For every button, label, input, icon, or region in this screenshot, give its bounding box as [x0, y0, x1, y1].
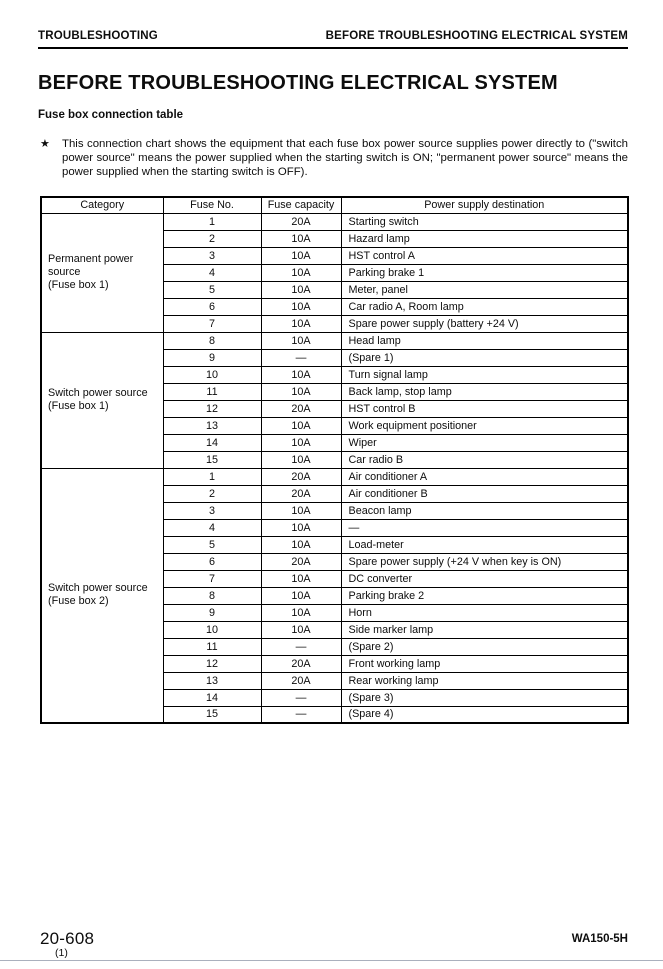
fuse-capacity-cell: 10A: [261, 536, 341, 553]
fuse-no-cell: 8: [163, 332, 261, 349]
fuse-no-cell: 15: [163, 706, 261, 723]
fuse-capacity-cell: 20A: [261, 213, 341, 230]
column-header-fuse-no: Fuse No.: [163, 197, 261, 213]
note-text: This connection chart shows the equipment that each fuse box power source supplies power directly to ("switch power source" means the power supplied when the starting switch is ON; "permanent power source" means the power supplied when the starting switch is OFF).: [62, 138, 628, 178]
destination-cell: Parking brake 2: [341, 587, 628, 604]
fuse-no-cell: 7: [163, 315, 261, 332]
fuse-no-cell: 4: [163, 264, 261, 281]
fuse-capacity-cell: 20A: [261, 672, 341, 689]
fuse-no-cell: 11: [163, 383, 261, 400]
fuse-no-cell: 15: [163, 451, 261, 468]
fuse-capacity-cell: 10A: [261, 298, 341, 315]
category-line: Switch power source: [48, 387, 148, 399]
table-row: [41, 468, 628, 485]
fuse-no-cell: 11: [163, 638, 261, 655]
page-bottom-divider: [0, 960, 663, 961]
fuse-no-cell: 9: [163, 604, 261, 621]
destination-cell: Horn: [341, 604, 628, 621]
table-header-row: [41, 197, 628, 213]
header-chapter-label: BEFORE TROUBLESHOOTING ELECTRICAL SYSTEM: [325, 30, 628, 42]
category-line: (Fuse box 1): [48, 400, 109, 412]
fuse-capacity-cell: 10A: [261, 230, 341, 247]
fuse-capacity-cell: 20A: [261, 468, 341, 485]
fuse-capacity-cell: —: [261, 706, 341, 723]
fuse-capacity-cell: —: [261, 638, 341, 655]
table-row: [41, 213, 628, 230]
destination-cell: Car radio A, Room lamp: [341, 298, 628, 315]
fuse-no-cell: 8: [163, 587, 261, 604]
fuse-no-cell: 9: [163, 349, 261, 366]
fuse-no-cell: 7: [163, 570, 261, 587]
page-title: BEFORE TROUBLESHOOTING ELECTRICAL SYSTEM: [38, 72, 558, 94]
destination-cell: DC converter: [341, 570, 628, 587]
column-header-destination: Power supply destination: [341, 197, 628, 213]
destination-cell: —: [341, 519, 628, 536]
destination-cell: Head lamp: [341, 332, 628, 349]
fuse-capacity-cell: 10A: [261, 383, 341, 400]
fuse-capacity-cell: 10A: [261, 621, 341, 638]
fuse-capacity-cell: 10A: [261, 332, 341, 349]
fuse-capacity-cell: 10A: [261, 502, 341, 519]
fuse-capacity-cell: 20A: [261, 655, 341, 672]
footer-model-code: WA150-5H: [571, 933, 628, 945]
destination-cell: Front working lamp: [341, 655, 628, 672]
fuse-capacity-cell: —: [261, 689, 341, 706]
destination-cell: HST control B: [341, 400, 628, 417]
destination-cell: (Spare 3): [341, 689, 628, 706]
category-cell: [41, 213, 163, 332]
fuse-no-cell: 6: [163, 553, 261, 570]
fuse-capacity-cell: 10A: [261, 451, 341, 468]
destination-cell: Beacon lamp: [341, 502, 628, 519]
header-section-label: TROUBLESHOOTING: [38, 30, 158, 42]
table-row: [41, 332, 628, 349]
category-line: Switch power source: [48, 582, 148, 595]
category-cell: [41, 332, 163, 468]
destination-cell: (Spare 1): [341, 349, 628, 366]
fuse-capacity-cell: 10A: [261, 247, 341, 264]
destination-cell: Meter, panel: [341, 281, 628, 298]
running-header: [38, 30, 628, 42]
fuse-table-body: [41, 213, 628, 723]
fuse-capacity-cell: 20A: [261, 553, 341, 570]
destination-cell: Air conditioner A: [341, 468, 628, 485]
fuse-capacity-cell: 10A: [261, 604, 341, 621]
category-line: (Fuse box 1): [48, 279, 109, 291]
manual-page: [0, 30, 663, 969]
fuse-no-cell: 14: [163, 689, 261, 706]
fuse-no-cell: 5: [163, 281, 261, 298]
destination-cell: Rear working lamp: [341, 672, 628, 689]
destination-cell: Turn signal lamp: [341, 366, 628, 383]
destination-cell: Back lamp, stop lamp: [341, 383, 628, 400]
fuse-no-cell: 2: [163, 485, 261, 502]
destination-cell: Load-meter: [341, 536, 628, 553]
destination-cell: HST control A: [341, 247, 628, 264]
fuse-capacity-cell: 20A: [261, 400, 341, 417]
column-header-category: Category: [41, 197, 163, 213]
fuse-capacity-cell: 20A: [261, 485, 341, 502]
destination-cell: (Spare 2): [341, 638, 628, 655]
fuse-capacity-cell: 10A: [261, 434, 341, 451]
destination-cell: (Spare 4): [341, 706, 628, 723]
destination-cell: Side marker lamp: [341, 621, 628, 638]
fuse-capacity-cell: 10A: [261, 587, 341, 604]
destination-cell: Wiper: [341, 434, 628, 451]
fuse-connection-table: [40, 196, 629, 724]
fuse-capacity-cell: 10A: [261, 570, 341, 587]
fuse-capacity-cell: 10A: [261, 417, 341, 434]
star-icon: ★: [40, 138, 50, 150]
fuse-no-cell: 1: [163, 213, 261, 230]
fuse-no-cell: 6: [163, 298, 261, 315]
fuse-no-cell: 5: [163, 536, 261, 553]
destination-cell: Car radio B: [341, 451, 628, 468]
destination-cell: Starting switch: [341, 213, 628, 230]
fuse-no-cell: 12: [163, 400, 261, 417]
fuse-no-cell: 13: [163, 672, 261, 689]
section-subtitle: Fuse box connection table: [38, 109, 184, 121]
footer-page-number: 20-608: [40, 929, 95, 948]
fuse-no-cell: 13: [163, 417, 261, 434]
destination-cell: Air conditioner B: [341, 485, 628, 502]
fuse-no-cell: 10: [163, 621, 261, 638]
fuse-no-cell: 4: [163, 519, 261, 536]
header-divider: [38, 47, 628, 49]
destination-cell: Spare power supply (battery +24 V): [341, 315, 628, 332]
destination-cell: Parking brake 1: [341, 264, 628, 281]
fuse-no-cell: 3: [163, 247, 261, 264]
note-paragraph: [40, 137, 628, 179]
fuse-capacity-cell: —: [261, 349, 341, 366]
category-cell: [41, 468, 163, 723]
footer-sub-number: (1): [55, 947, 68, 959]
fuse-no-cell: 2: [163, 230, 261, 247]
destination-cell: Spare power supply (+24 V when key is ON): [341, 553, 628, 570]
fuse-no-cell: 10: [163, 366, 261, 383]
fuse-no-cell: 14: [163, 434, 261, 451]
fuse-capacity-cell: 10A: [261, 519, 341, 536]
fuse-no-cell: 1: [163, 468, 261, 485]
fuse-capacity-cell: 10A: [261, 264, 341, 281]
fuse-no-cell: 12: [163, 655, 261, 672]
fuse-capacity-cell: 10A: [261, 281, 341, 298]
destination-cell: Hazard lamp: [341, 230, 628, 247]
fuse-capacity-cell: 10A: [261, 315, 341, 332]
fuse-capacity-cell: 10A: [261, 366, 341, 383]
column-header-fuse-capacity: Fuse capacity: [261, 197, 341, 213]
fuse-no-cell: 3: [163, 502, 261, 519]
destination-cell: Work equipment positioner: [341, 417, 628, 434]
category-line: (Fuse box 2): [48, 595, 109, 608]
category-line: Permanent power source: [48, 253, 134, 278]
